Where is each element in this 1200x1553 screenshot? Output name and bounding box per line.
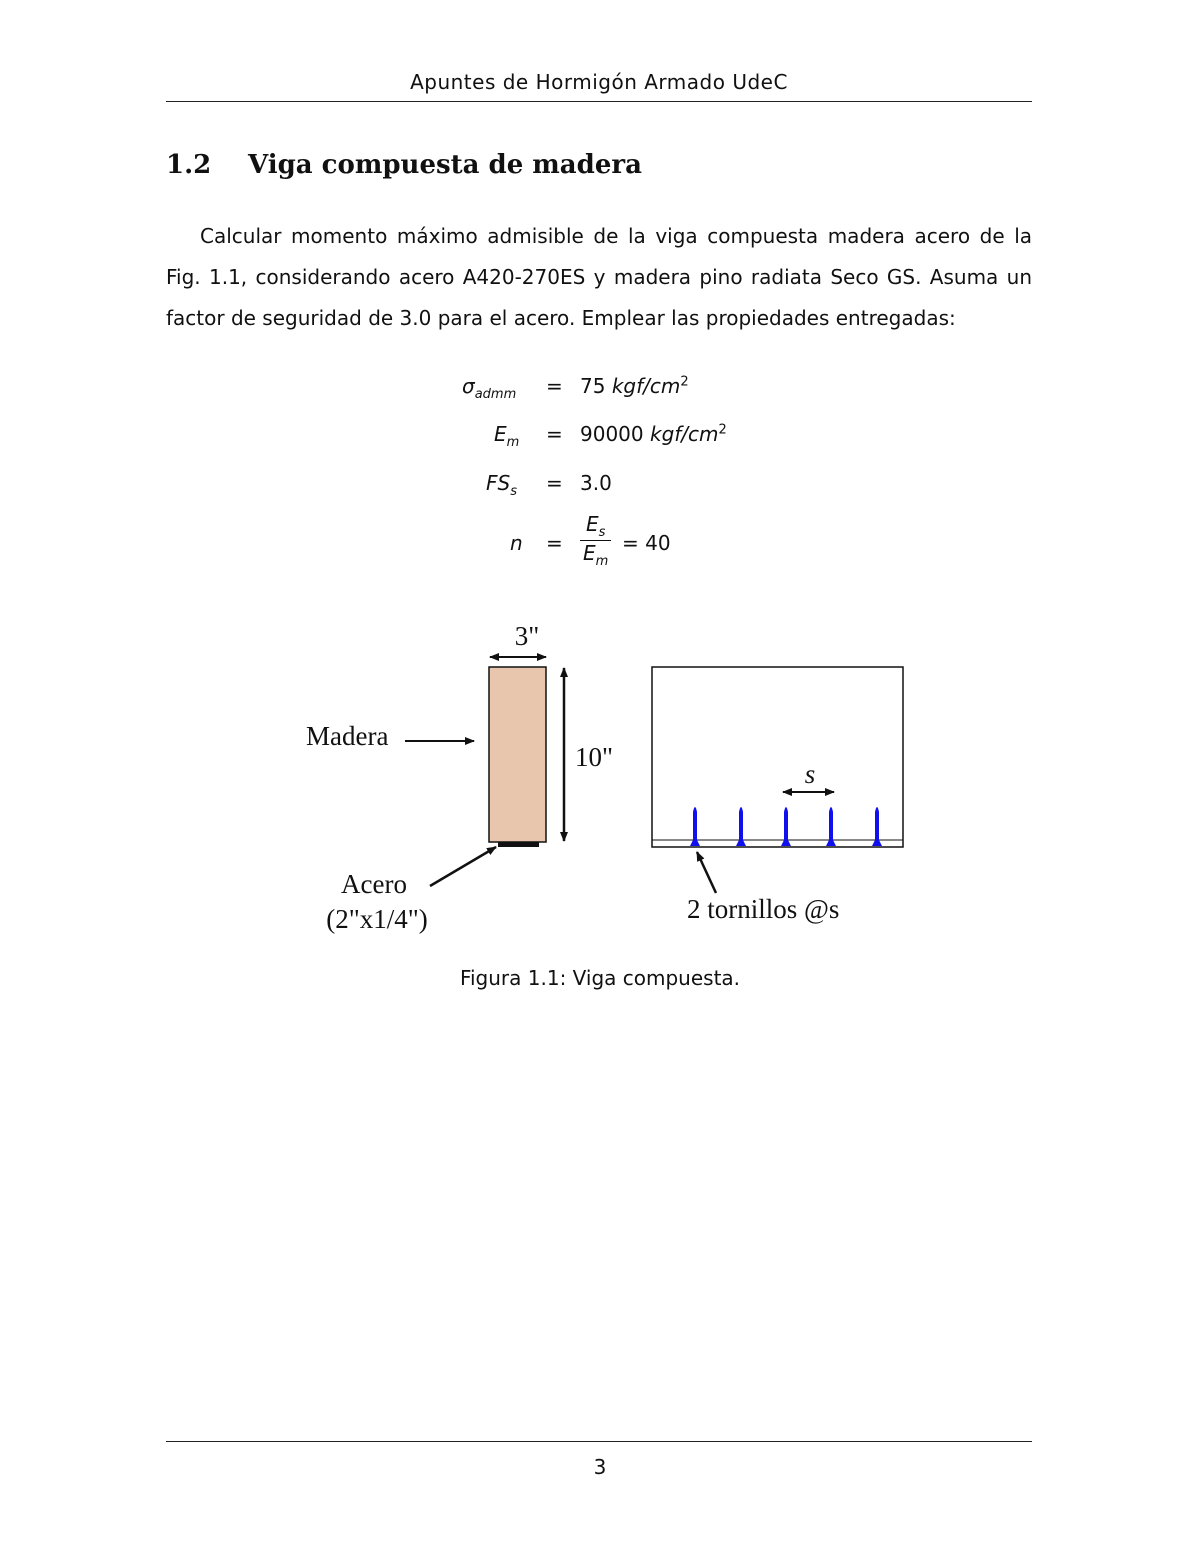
equals-sign: =: [546, 422, 563, 446]
running-header: Apuntes de Hormigón Armado UdeC: [410, 70, 788, 94]
steel-plate: [498, 842, 539, 847]
screws-arrow: [697, 852, 716, 893]
beam-elevation: [652, 667, 903, 847]
equation-sigma: $\sigma_{admm}$: [462, 374, 517, 402]
equation-fs: $FS_s$: [486, 471, 517, 499]
steel-dimension-label: (2"x1/4"): [326, 904, 428, 934]
equation-sigma-rhs: 75 kgf/$cm^2$: [580, 374, 689, 398]
paragraph: Calcular momento máximo admisible de la viga compuesta madera acero de la Fig. 1.1, considerando acero A420-270ES y madera pino radiata Seco GS. Asuma un factor de seguridad de 3.0 para el acero. Emplear las propiedades entregadas:: [166, 224, 1032, 330]
footer-rule: [166, 1441, 1032, 1442]
equation-fs-rhs: 3.0: [580, 471, 612, 495]
equation-em-rhs: 90000 kgf/$cm^2$: [580, 422, 727, 446]
page-number: 3: [593, 1455, 607, 1479]
section-title-text: Viga compuesta de madera: [248, 150, 642, 180]
equation-em: $E_m$: [494, 422, 520, 450]
equals-sign: =: [546, 531, 563, 555]
equation-n-result: = 40: [622, 531, 671, 555]
equals-sign: =: [546, 374, 563, 398]
wood-section: [489, 667, 546, 842]
section-number: 1.2: [166, 150, 212, 180]
fraction: $\frac{E_s}{E_m}$: [580, 512, 611, 569]
figure-caption: Figura 1.1: Viga compuesta.: [459, 966, 741, 990]
equation-n: n: [510, 531, 523, 555]
steel-arrow: [430, 847, 496, 886]
steel-label: Acero: [341, 869, 407, 899]
spacing-label: s: [804, 759, 816, 789]
equals-sign: =: [546, 471, 563, 495]
screws-label: 2 tornillos @s: [687, 894, 840, 924]
height-label: 10": [575, 742, 614, 772]
wood-label: Madera: [306, 721, 389, 751]
width-label: 3": [514, 621, 540, 651]
